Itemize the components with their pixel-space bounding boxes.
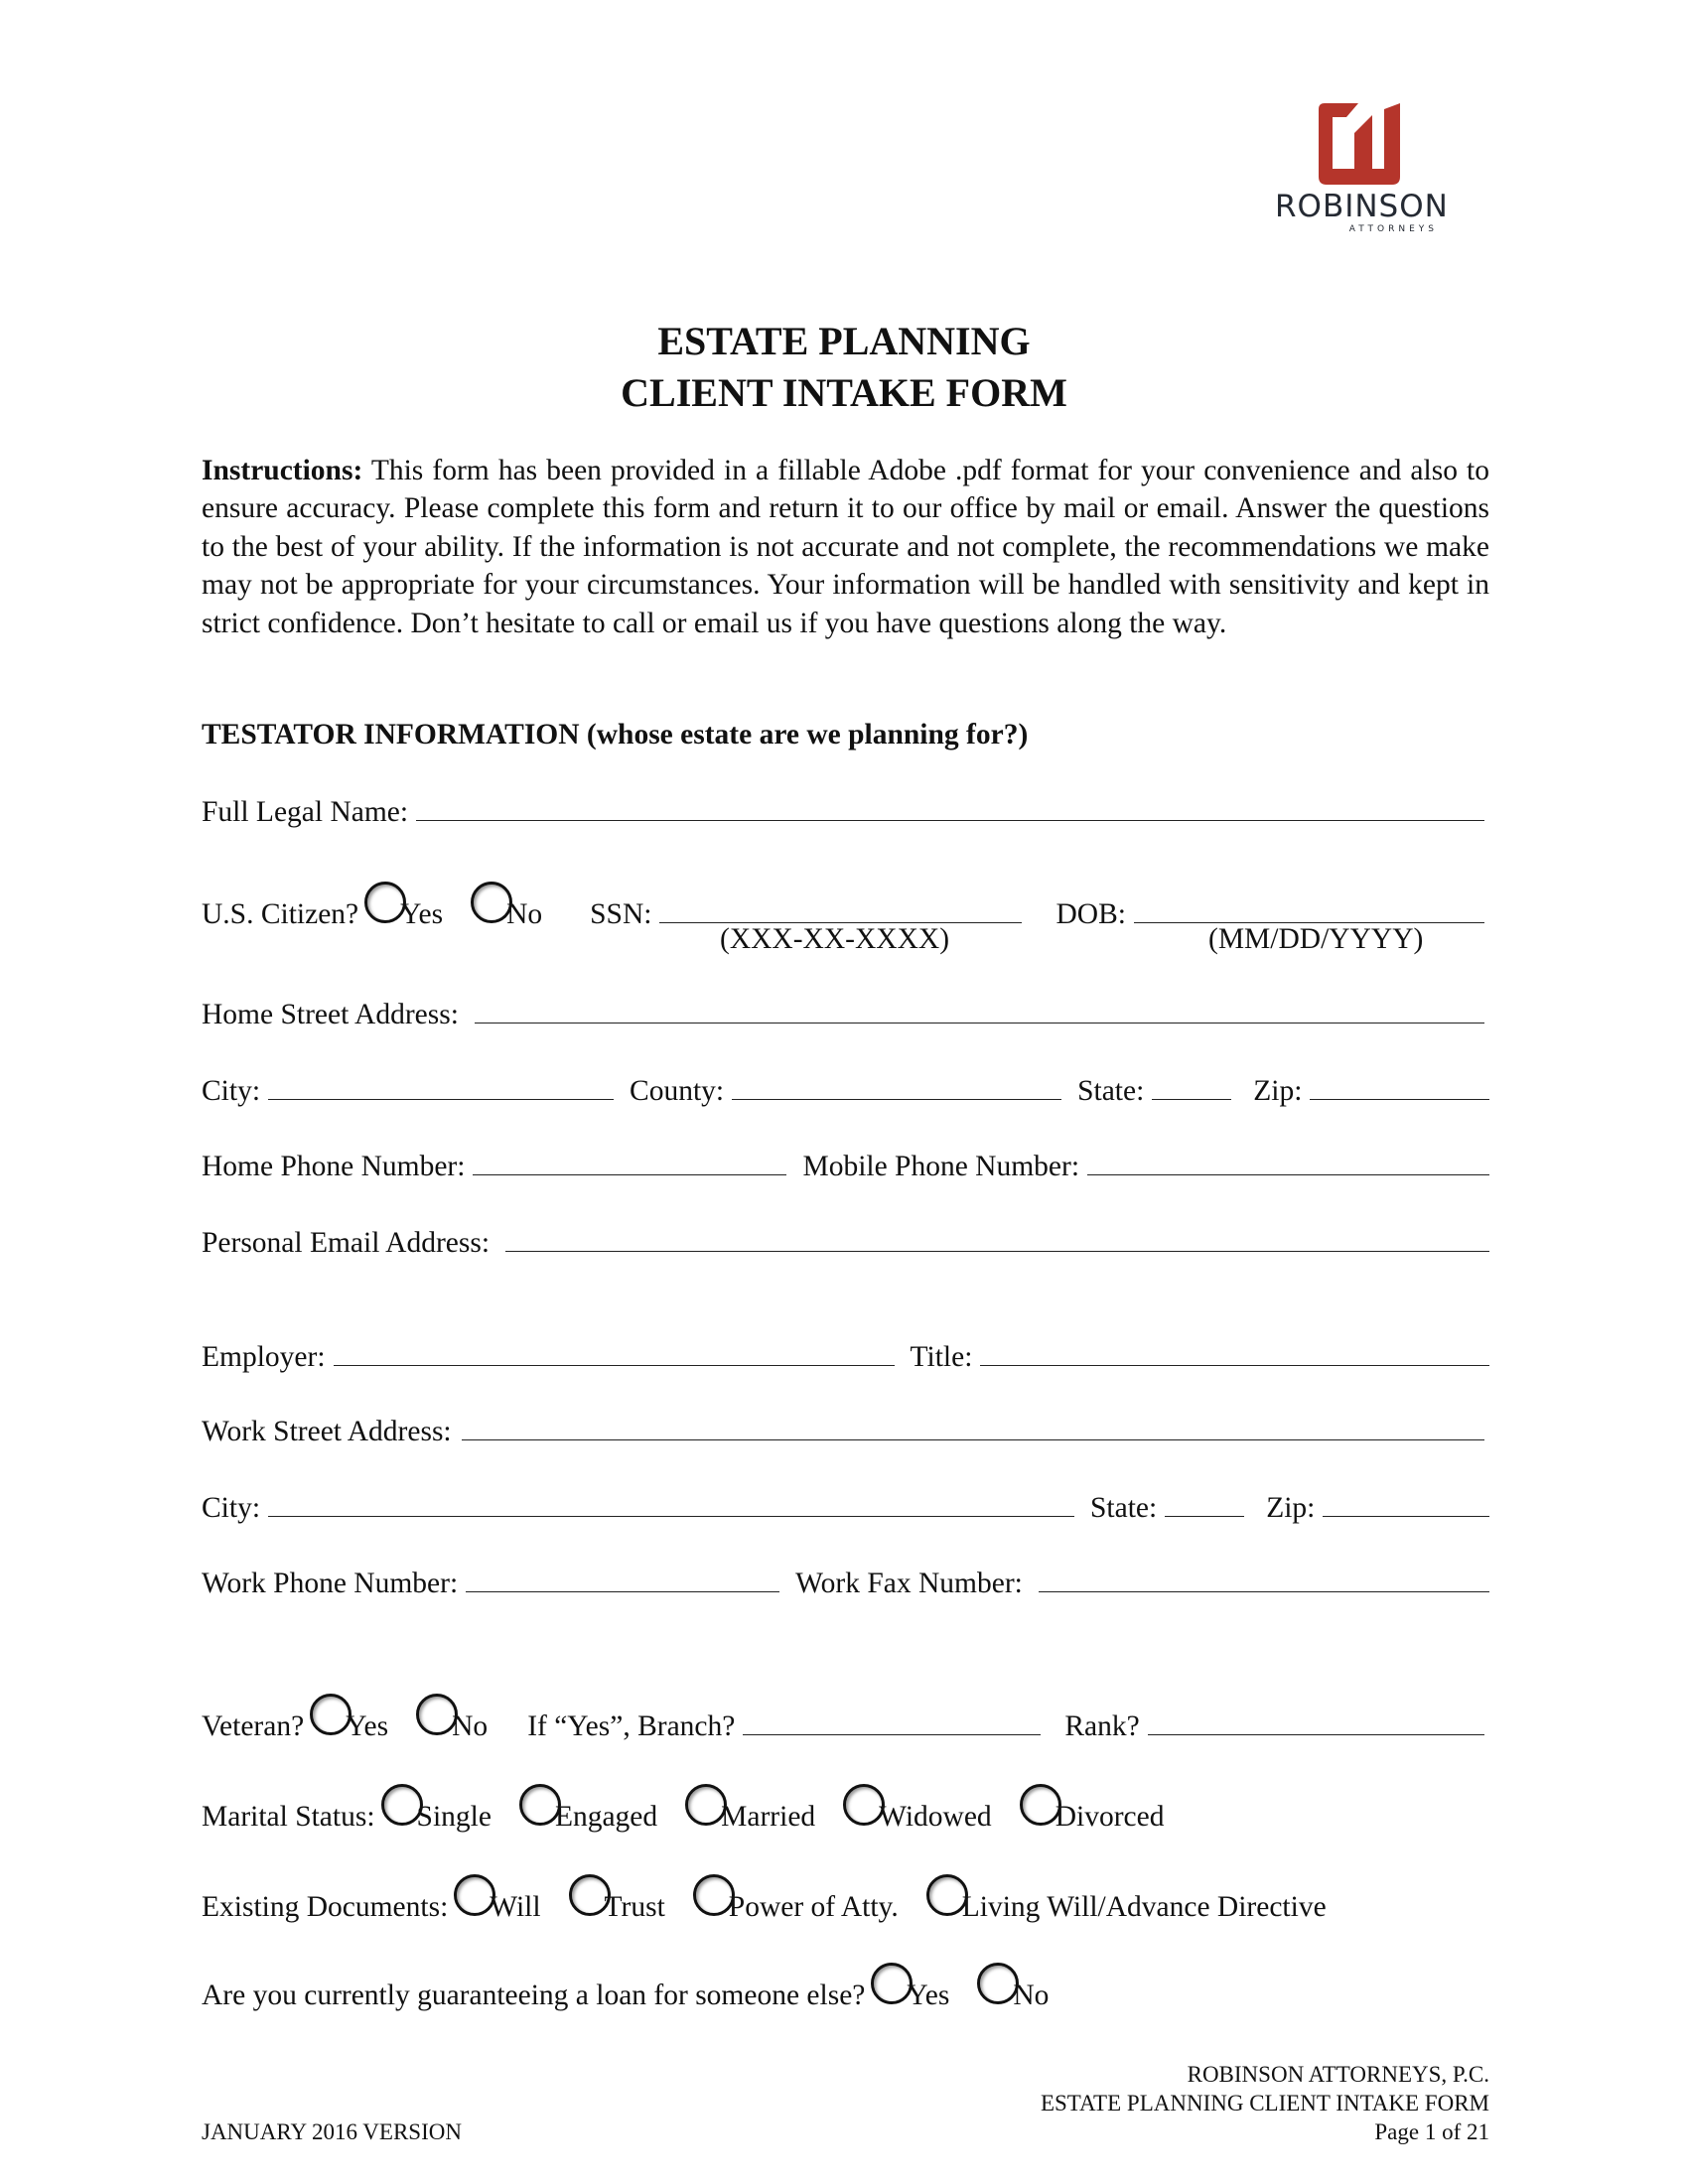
logo-name: ROBINSON [1275,189,1449,224]
label: Work Phone Number: [202,1568,459,1599]
label: Power of Atty. [728,1891,899,1923]
page-number: Page 1 of 21 [1374,2119,1489,2144]
label: State: [1090,1492,1158,1524]
label: County: [630,1075,725,1107]
branch-field[interactable] [743,1708,1041,1735]
home-address-field[interactable] [475,997,1484,1024]
footer-version: JANUARY 2016 VERSION [202,2119,462,2144]
dob-hint: (MM/DD/YYYY) [1208,923,1424,955]
label: Full Legal Name: [202,796,409,828]
label: Personal Email Address: [202,1227,491,1259]
label: No [452,1710,489,1742]
ssn-field[interactable] [659,896,1022,923]
home-city-field[interactable] [268,1073,614,1100]
label: Yes [346,1710,389,1742]
label: Rank? [1064,1710,1140,1742]
label: Yes [907,1979,950,2011]
instructions-text: This form has been provided in a fillable Adobe .pdf format for your convenience and also to ensure accuracy. Please complete this form and return it to our office by mail or email. Answer the questions to the best of your ability. If the information is not accurate and not complete, the recommendations we make may not be appropriate for your circumstances. Your information will be handled with sensitivity and kept in strict confidence. Don’t hesitate to call or email us if you have questions along the way. [202,455,1489,639]
footer-form: ESTATE PLANNING CLIENT INTAKE FORM [1040,2091,1489,2116]
logo-sub: ATTORNEYS [1348,224,1438,234]
work-fax-field[interactable] [1039,1566,1489,1592]
label: Engaged [554,1801,658,1833]
logo-mark-icon [1319,103,1400,185]
label: Existing Documents: [202,1891,449,1923]
label: Divorced [1055,1801,1165,1833]
job-title-field[interactable] [980,1339,1489,1366]
work-phone-field[interactable] [466,1566,779,1592]
label: Home Phone Number: [202,1151,466,1182]
rank-field[interactable] [1148,1708,1484,1735]
label: Zip: [1266,1492,1316,1524]
label: DOB: [1055,898,1126,930]
dob-field[interactable] [1134,896,1484,923]
employer-field[interactable] [334,1339,895,1366]
label: Marital Status: [202,1801,375,1833]
label: Mobile Phone Number: [802,1151,1080,1182]
mobile-phone-field[interactable] [1087,1149,1489,1175]
label: Single [416,1801,492,1833]
work-city-field[interactable] [268,1490,1074,1517]
label: City: [202,1075,261,1107]
instructions [202,452,1489,642]
label: Home Street Address: [202,999,459,1030]
footer-right [1041,2060,1489,2146]
full-name-field[interactable] [416,794,1484,821]
instructions-label: Instructions: [202,455,363,486]
label: Employer: [202,1341,326,1373]
label: Widowed [879,1801,992,1833]
county-field[interactable] [732,1073,1061,1100]
label: Married [721,1801,816,1833]
email-field[interactable] [505,1225,1489,1252]
label: SSN: [590,898,652,930]
ssn-hint: (XXX-XX-XXXX) [720,923,950,955]
label: Veteran? [202,1710,305,1742]
label: Living Will/Advance Directive [961,1891,1327,1923]
label: Zip: [1253,1075,1303,1107]
label: Will [490,1891,541,1923]
label: No [506,898,543,930]
label: If “Yes”, Branch? [527,1710,736,1742]
label: Work Street Address: [202,1416,452,1447]
work-state-field[interactable] [1165,1490,1244,1517]
label: Title: [910,1341,973,1373]
footer-firm: ROBINSON ATTORNEYS, P.C. [1187,2062,1489,2087]
home-state-field[interactable] [1152,1073,1231,1100]
work-zip-field[interactable] [1323,1490,1489,1517]
label: City: [202,1492,261,1524]
label: State: [1077,1075,1145,1107]
label: Are you currently guaranteeing a loan for someone else? [202,1979,866,2011]
label: Yes [400,898,444,930]
full-name-row [202,794,1489,829]
title-line-1: ESTATE PLANNING [657,319,1031,363]
home-zip-field[interactable] [1310,1073,1489,1100]
work-address-field[interactable] [462,1414,1484,1440]
section-heading: TESTATOR INFORMATION (whose estate are we planning for?) [202,719,1029,751]
label: No [1013,1979,1050,2011]
home-phone-field[interactable] [473,1149,786,1175]
label: Trust [604,1891,665,1923]
robinson-logo [1275,103,1449,234]
title-line-2: CLIENT INTAKE FORM [621,370,1067,415]
label: U.S. Citizen? [202,898,359,930]
label: Work Fax Number: [795,1568,1023,1599]
